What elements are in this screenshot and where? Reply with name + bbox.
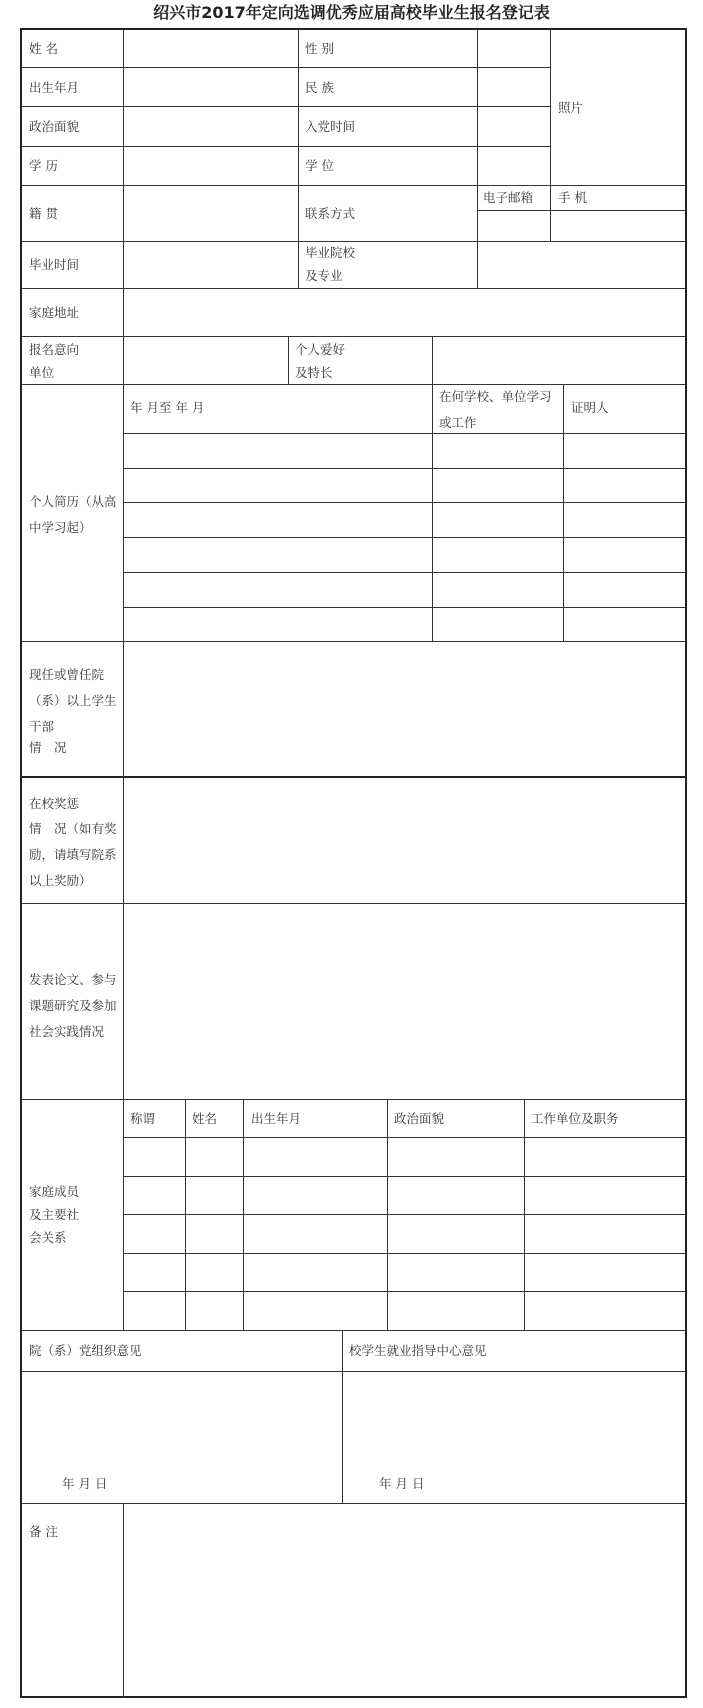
awards-label: 在校奖惩 — [29, 796, 80, 811]
email-field[interactable] — [478, 211, 550, 241]
hobby-label-2: 及特长 — [295, 365, 333, 380]
grad-school-label-1: 毕业院校 — [305, 245, 356, 260]
gender-label: 性 别 — [305, 41, 334, 56]
party-opinion-date: 年 月 日 — [62, 1476, 108, 1491]
row-divider — [22, 1099, 685, 1100]
hobby-label-1: 个人爱好 — [295, 342, 346, 357]
resume-col-period: 年 月至 年 月 — [130, 400, 205, 415]
col-divider — [432, 384, 433, 641]
education-label: 学 历 — [29, 158, 58, 173]
degree-label: 学 位 — [305, 158, 334, 173]
photo-box[interactable] — [551, 30, 685, 185]
family-col-birth: 出生年月 — [251, 1111, 302, 1126]
name-field[interactable] — [124, 30, 298, 67]
remarks-label: 备 注 — [29, 1524, 58, 1539]
native-place-field[interactable] — [124, 186, 298, 241]
party-date-field[interactable] — [478, 107, 550, 146]
row-divider — [123, 433, 685, 434]
address-field[interactable] — [124, 289, 685, 336]
apply-unit-label-2: 单位 — [29, 365, 55, 380]
row-divider — [123, 502, 685, 503]
gender-field[interactable] — [478, 30, 550, 67]
phone-label: 手 机 — [558, 190, 587, 205]
native-place-label: 籍 贯 — [29, 206, 58, 221]
papers-label: 发表论文、参与课题研究及参加社会实践情况 — [29, 972, 117, 1039]
cadre-label-2: 情 况 — [29, 740, 67, 755]
col-divider — [563, 384, 564, 641]
party-date-label: 入党时间 — [305, 119, 356, 134]
row-divider — [123, 1176, 685, 1177]
row-divider — [123, 607, 685, 608]
ethnicity-label: 民 族 — [305, 80, 334, 95]
hobby-field[interactable] — [433, 337, 685, 384]
row-divider — [123, 1291, 685, 1292]
grad-date-label: 毕业时间 — [29, 257, 80, 272]
awards-field[interactable] — [124, 778, 685, 903]
row-divider — [22, 1330, 685, 1331]
email-label: 电子邮箱 — [483, 190, 534, 205]
row-divider — [123, 537, 685, 538]
family-label-2: 及主要社 — [29, 1207, 80, 1222]
contact-label: 联系方式 — [305, 206, 356, 221]
family-col-political: 政治面貌 — [394, 1111, 445, 1126]
col-divider — [185, 1099, 186, 1330]
family-label-3: 会关系 — [29, 1230, 67, 1245]
employment-opinion-label: 校学生就业指导中心意见 — [349, 1343, 487, 1358]
grad-school-field[interactable] — [478, 242, 685, 288]
birth-label: 出生年月 — [29, 80, 80, 95]
papers-field[interactable] — [124, 904, 685, 1099]
row-divider — [22, 384, 685, 385]
grad-school-label-2: 及专业 — [305, 268, 343, 283]
address-label: 家庭地址 — [29, 305, 80, 320]
row-divider — [123, 1137, 685, 1138]
col-divider — [288, 336, 289, 384]
party-opinion-label: 院（系）党组织意见 — [29, 1343, 142, 1358]
awards-label-2: 情 况（如有奖励，请填写院系以上奖励） — [29, 821, 117, 888]
degree-field[interactable] — [478, 147, 550, 185]
birth-field[interactable] — [124, 68, 298, 106]
political-label: 政治面貌 — [29, 119, 80, 134]
row-divider — [123, 1253, 685, 1254]
political-field[interactable] — [124, 107, 298, 146]
remarks-field[interactable] — [124, 1504, 685, 1698]
grad-date-field[interactable] — [124, 242, 298, 288]
row-divider — [123, 1214, 685, 1215]
row-divider — [123, 468, 685, 469]
resume-col-witness: 证明人 — [571, 400, 609, 415]
ethnicity-field[interactable] — [478, 68, 550, 106]
col-divider — [243, 1099, 244, 1330]
col-divider — [524, 1099, 525, 1330]
col-divider — [298, 30, 299, 288]
name-label: 姓 名 — [29, 41, 58, 56]
cadre-field[interactable] — [124, 642, 685, 776]
family-label-1: 家庭成员 — [29, 1184, 80, 1199]
row-divider — [123, 572, 685, 573]
col-divider — [387, 1099, 388, 1330]
family-col-relation: 称谓 — [130, 1111, 156, 1126]
family-col-work: 工作单位及职务 — [531, 1111, 619, 1126]
photo-label: 照片 — [558, 100, 584, 115]
education-field[interactable] — [124, 147, 298, 185]
resume-label: 个人简历（从高中学习起） — [29, 494, 117, 535]
apply-unit-label-1: 报名意向 — [29, 342, 80, 357]
cadre-label: 现任或曾任院（系）以上学生干部 — [29, 667, 117, 734]
form-title: 绍兴市2017年定向选调优秀应届高校毕业生报名登记表 — [153, 3, 550, 22]
apply-unit-field[interactable] — [124, 337, 288, 384]
phone-field[interactable] — [551, 211, 685, 241]
family-col-name: 姓名 — [192, 1111, 218, 1126]
registration-form — [20, 28, 687, 1698]
resume-col-place: 在何学校、单位学习或工作 — [439, 389, 552, 430]
employment-opinion-date: 年 月 日 — [379, 1476, 425, 1491]
